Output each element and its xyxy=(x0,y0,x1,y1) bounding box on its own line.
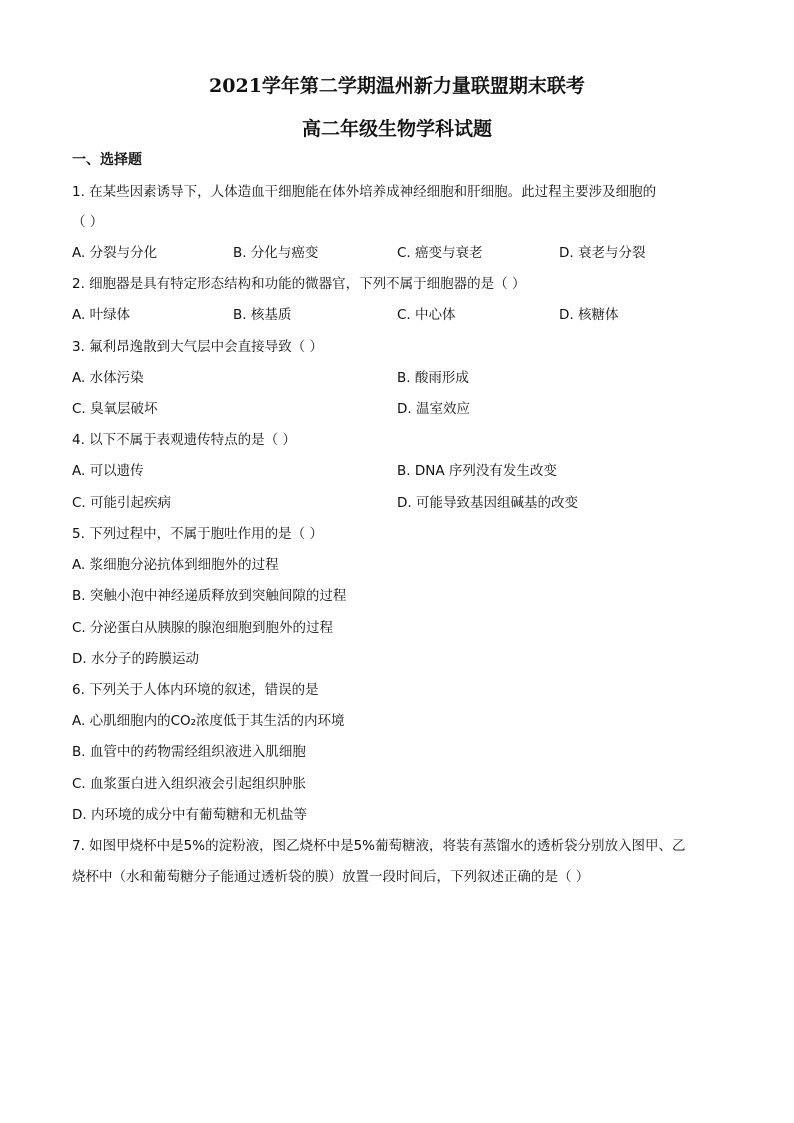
question-4-option-c[interactable]: C. 可能引起疾病 xyxy=(72,495,172,511)
question-2-option-a[interactable]: A. 叶绿体 xyxy=(72,307,131,323)
question-4-stem: 4. 以下不属于表观遗传特点的是（ ） xyxy=(72,432,296,448)
question-2-option-c[interactable]: C. 中心体 xyxy=(397,307,456,323)
question-5-option-c[interactable]: C. 分泌蛋白从胰腺的腺泡细胞到胞外的过程 xyxy=(72,620,334,636)
question-1-stem-cont: （ ） xyxy=(72,214,104,230)
question-3-stem: 3. 氟利昂逸散到大气层中会直接导致（ ） xyxy=(72,339,323,355)
question-5-option-d[interactable]: D. 水分子的跨膜运动 xyxy=(72,651,199,667)
question-2-option-b[interactable]: B. 核基质 xyxy=(233,307,292,323)
question-1-stem: 1. 在某些因素诱导下，人体造血干细胞能在体外培养成神经细胞和肝细胞。此过程主要涉及细胞的 xyxy=(72,184,657,200)
question-4-option-d[interactable]: D. 可能导致基因组碱基的改变 xyxy=(397,495,578,511)
question-1-option-a[interactable]: A. 分裂与分化 xyxy=(72,245,158,261)
question-2-stem: 2. 细胞器是具有特定形态结构和功能的微器官，下列不属于细胞器的是（ ） xyxy=(72,276,526,292)
question-1-option-d[interactable]: D. 衰老与分裂 xyxy=(559,245,646,261)
question-6-option-a[interactable]: A. 心肌细胞内的CO₂浓度低于其生活的内环境 xyxy=(72,713,345,729)
question-3-option-d[interactable]: D. 温室效应 xyxy=(397,401,470,417)
question-7-stem: 7. 如图甲烧杯中是5%的淀粉液，图乙烧杯中是5%葡萄糖液，将装有蒸馏水的透析袋分别放入图甲、乙 xyxy=(72,838,686,854)
question-5-option-a[interactable]: A. 浆细胞分泌抗体到细胞外的过程 xyxy=(72,557,279,573)
question-1-option-b[interactable]: B. 分化与癌变 xyxy=(233,245,319,261)
exam-subtitle: 高二年级生物学科试题 xyxy=(301,118,492,140)
exam-title: 2021学年第二学期温州新力量联盟期末联考 xyxy=(209,75,585,97)
question-6-option-b[interactable]: B. 血管中的药物需经组织液进入肌细胞 xyxy=(72,744,306,760)
question-4-option-a[interactable]: A. 可以遗传 xyxy=(72,463,144,479)
question-6-option-d[interactable]: D. 内环境的成分中有葡萄糖和无机盐等 xyxy=(72,807,307,823)
question-4-option-b[interactable]: B. DNA 序列没有发生改变 xyxy=(397,463,557,479)
question-5-option-b[interactable]: B. 突触小泡中神经递质释放到突触间隙的过程 xyxy=(72,588,347,604)
question-2-option-d[interactable]: D. 核糖体 xyxy=(559,307,619,323)
question-3-option-a[interactable]: A. 水体污染 xyxy=(72,370,144,386)
question-6-option-c[interactable]: C. 血浆蛋白进入组织液会引起组织肿胀 xyxy=(72,776,307,792)
question-1-option-c[interactable]: C. 癌变与衰老 xyxy=(397,245,483,261)
question-6-stem: 6. 下列关于人体内环境的叙述，错误的是 xyxy=(72,682,319,698)
question-7-stem-cont: 烧杯中（水和葡萄糖分子能通过透析袋的膜）放置一段时间后，下列叙述正确的是（ ） xyxy=(72,869,590,885)
section-heading: 一、选择题 xyxy=(72,152,142,168)
question-3-option-b[interactable]: B. 酸雨形成 xyxy=(397,370,469,386)
question-3-option-c[interactable]: C. 臭氧层破坏 xyxy=(72,401,158,417)
question-5-stem: 5. 下列过程中，不属于胞吐作用的是（ ） xyxy=(72,526,323,542)
